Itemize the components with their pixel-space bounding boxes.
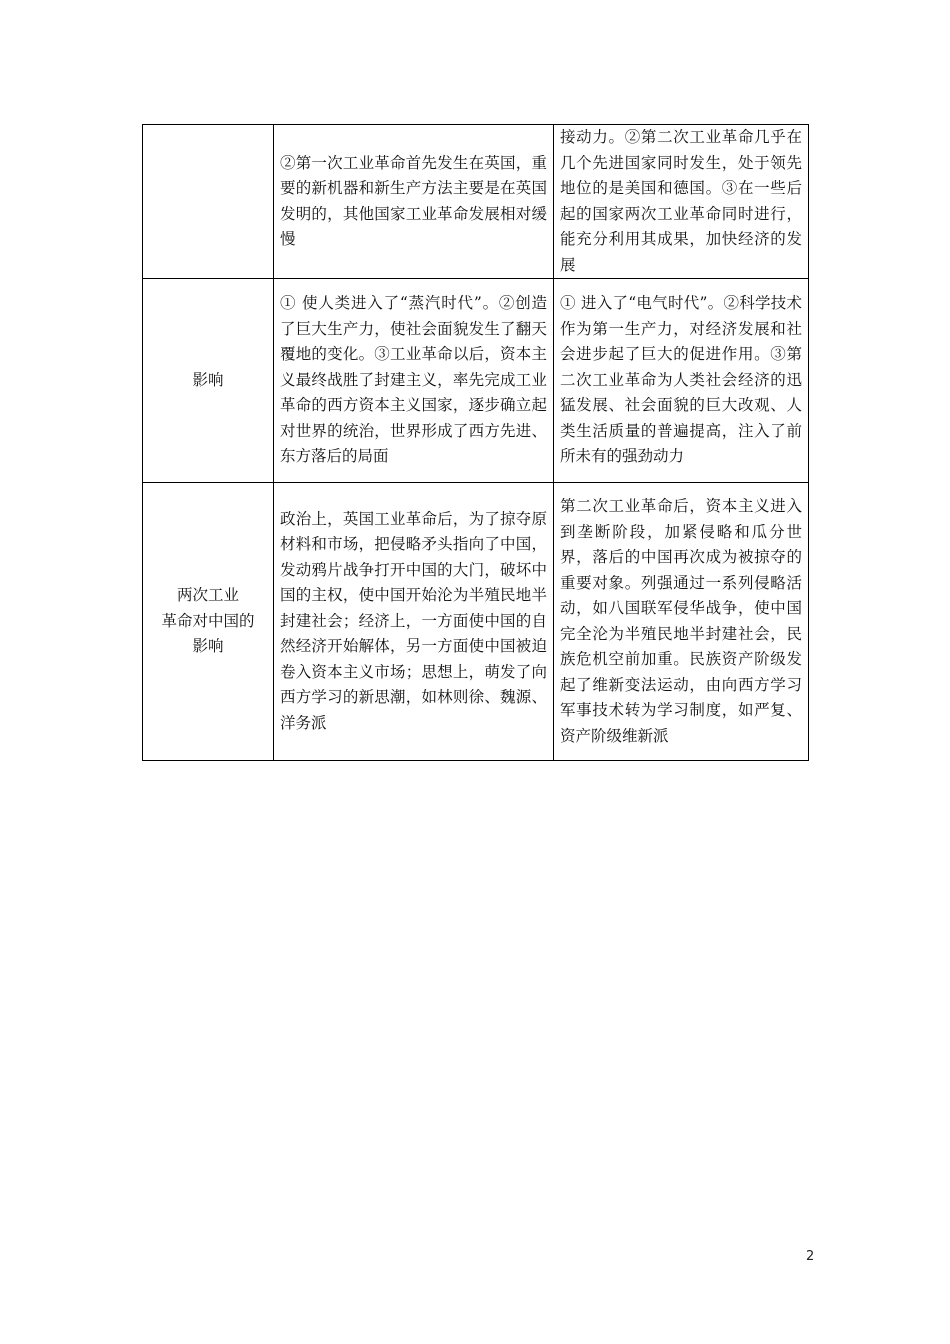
table-row [143, 279, 809, 483]
row-label-china-impact [143, 483, 274, 761]
second-revolution-cell: 接动力。②第二次工业革命几乎在几个先进国家同时发生，处于领先地位的是美国和德国。③在一些后起的国家两次工业革命同时进行，能充分利用其成果，加快经济的发展 [554, 125, 809, 279]
label-line: 革命对中国的 [161, 611, 255, 630]
label-line: 影响 [192, 637, 224, 656]
row-label-empty [143, 125, 274, 279]
comparison-table [142, 124, 809, 761]
table-row [143, 483, 809, 761]
first-revolution-cell: 政治上，英国工业革命后，为了掠夺原材料和市场，把侵略矛头指向了中国，发动鸦片战争打开中国的大门，破坏中国的主权，使中国开始沦为半殖民地半封建社会；经济上，一方面使中国的自然经济开始解体，另一方面使中国被迫卷入资本主义市场；思想上，萌发了向西方学习的新思潮，如林则徐、魏源、洋务派 [274, 483, 554, 761]
first-revolution-cell: ① 使人类进入了“蒸汽时代”。②创造了巨大生产力，使社会面貌发生了翻天覆地的变化。③工业革命以后，资本主义最终战胜了封建主义，率先完成工业革命的西方资本主义国家，逐步确立起对世界的统治，世界形成了西方先进、东方落后的局面 [274, 279, 554, 483]
label-line: 两次工业 [176, 586, 239, 605]
table-row [143, 125, 809, 279]
second-revolution-cell: ① 进入了“电气时代”。②科学技术作为第一生产力，对经济发展和社会进步起了巨大的促进作用。③第二次工业革命为人类社会经济的迅猛发展、社会面貌的巨大改观、人类生活质量的普遍提高，注入了前所未有的强劲动力 [554, 279, 809, 483]
row-label-influence: 影响 [143, 279, 274, 483]
second-revolution-cell: 第二次工业革命后，资本主义进入到垄断阶段，加紧侵略和瓜分世界，落后的中国再次成为被掠夺的重要对象。列强通过一系列侵略活动，如八国联军侵华战争，使中国完全沦为半殖民地半封建社会，民族危机空前加重。民族资产阶级发起了维新变法运动，由向西方学习军事技术转为学习制度，如严复、资产阶级维新派 [554, 483, 809, 761]
page-number: 2 [806, 1249, 815, 1264]
first-revolution-cell: ②第一次工业革命首先发生在英国，重要的新机器和新生产方法主要是在英国发明的，其他国家工业革命发展相对缓慢 [274, 125, 554, 279]
